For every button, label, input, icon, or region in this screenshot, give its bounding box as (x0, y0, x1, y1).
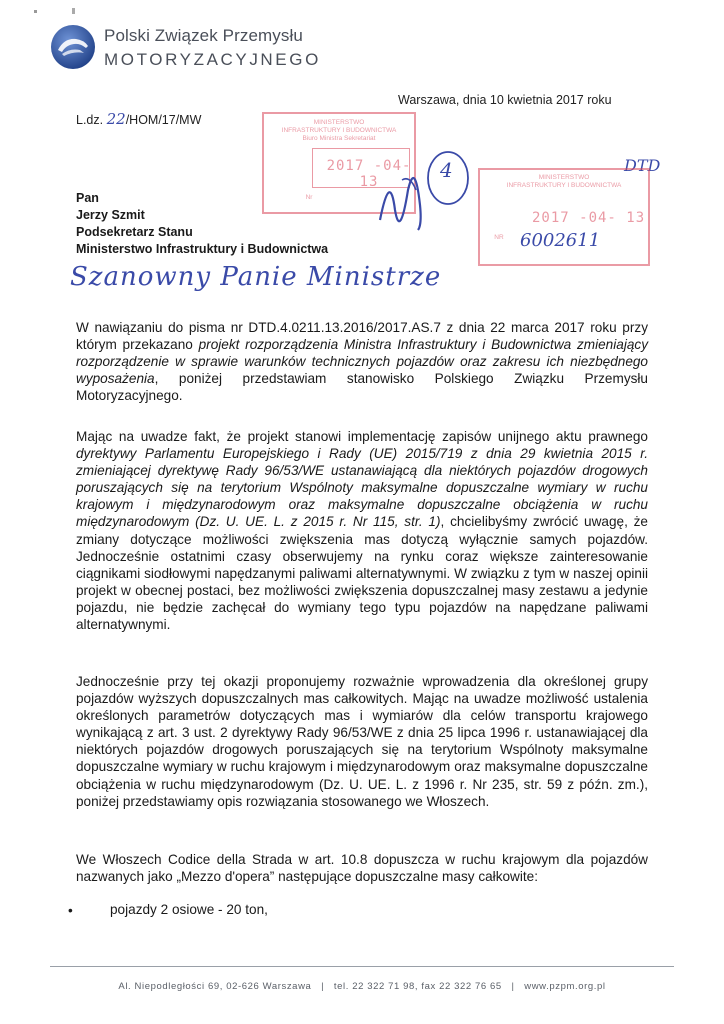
stamp-nr: NR (494, 234, 504, 241)
ref-prefix: L.dz. (76, 113, 104, 127)
paragraph-text: Jednocześnie przy tej okazji proponujemy rozważnie wprowadzenia dla określonej grupy pojazdów wyższych dopuszczalnych mas całkowitych. Mając na uwadze możliwość ustalenia określonych parametrów dotyczących mas i wymiarów dla celów transportu krajowego wynikającą z art. 3 ust. 2 dyrektywy Rady 96/53/WE z dnia 25 lipca 1996 r. ustanawiającej dla niektórych pojazdów drogowych poruszających się na terytorium Wspólnoty maksymalne dopuszczalne wymiary w ruchu krajowym i międzynarodowym oraz maksymalne dopuszczalne obciążenia w ruchu międzynarodowym (Dz. U. UE. L. z 1996 r. Nr 235, str. 59 z późn. zm.), poniżej przedstawiamy opis rozwiązania stosowanego we Włoszech. (76, 674, 648, 809)
paragraph-3 (76, 673, 648, 810)
bullet-symbol: • (68, 903, 73, 918)
addressee-title: Pan (76, 191, 99, 205)
addressee-name: Jerzy Szmit (76, 208, 145, 222)
stamp-text: MINISTERSTWO (538, 174, 590, 181)
paragraph-2 (76, 428, 648, 633)
handwritten-dtd: DTD (624, 156, 661, 175)
received-stamp-ministry (478, 168, 650, 266)
paragraph-text: We Włoszech Codice della Strada w art. 10.8 dopuszcza w ruchu krajowym dla pojazdów nazwanych jako „Mezzo d'opera” następujące dopuszczalne masy całkowite: (76, 852, 648, 885)
bullet-item: pojazdy 2 osiowe - 20 ton, (110, 902, 268, 917)
paragraph-text: , poniżej przedstawiam stanowisko Polskiego Związku Przemysłu Motoryzacyjnego. (76, 371, 648, 404)
reference-number (76, 110, 201, 128)
scan-speck (34, 10, 37, 13)
org-name-line1: Polski Związek Przemysłu (104, 26, 303, 45)
paragraph-italic-text: projekt rozporządzenia Ministra Infrastruktury i Budownictwa zmieniający rozporządzenie w sprawie warunków technicznych pojazdów oraz zakresu ich niezbędnego wyposażenia (76, 337, 648, 387)
stamp-date: 2017 -04- 13 (326, 158, 412, 190)
paragraph-text: Mając na uwadze fakt, że projekt stanowi implementację zapisów unijnego aktu prawnego (76, 429, 648, 444)
footer-divider (50, 966, 674, 967)
stamp-nr: Nr (305, 194, 313, 201)
paragraph-text: , chcielibyśmy zwrócić uwagę, że zmiany dotyczące możliwości zwiększenia mas dotyczą wyłącznie samych pojazdów. Jednocześnie ostatnimi czasy obserwujemy na rynku coraz większe zainteresowanie ciągnikami siodłowymi napędzanymi paliwami alternatywnymi. W związku z tym w naszej opinii projekt w obecnej postaci, bez możliwości zwiększenia dopuszczalnej masy zestawu a jedynie pojazdu, nie będzie zachęcał do wymiany tego typu pojazdów na napędzane paliwami alternatywnymi. (76, 514, 648, 633)
paragraph-1 (76, 319, 648, 404)
handwritten-register-number: 6002611 (520, 230, 601, 251)
ref-suffix: /HOM/17/MW (125, 113, 202, 127)
addressee-position: Podsekretarz Stanu (76, 225, 193, 239)
handwritten-salutation: Szanowny Panie Ministrze (70, 262, 442, 292)
paragraph-italic-text: dyrektywy Parlamentu Europejskiego i Rady (UE) 2015/719 z dnia 29 kwietnia 2015 r. zmieniającej dyrektywę Rady 96/53/WE ustanawiającą dla niektórych pojazdów drogowych poruszających się na terytorium Wspólnoty maksymalne dopuszczalne wymiary w ruchu krajowym i międzynarodowym oraz maksymalne dopuszczalne obciążenia w ruchu międzynarodowym (Dz. U. UE. L. z 2015 r. Nr 115, str. 1) (76, 446, 648, 530)
stamp-text: Biuro Ministra Sekretariat (302, 135, 376, 142)
stamp-text: INFRASTRUKTURY I BUDOWNICTWA (281, 127, 397, 134)
date-line: Warszawa, dnia 10 kwietnia 2017 roku (398, 93, 612, 107)
ref-handwritten-number: 22 (106, 110, 126, 128)
footer-contact: Al. Niepodległości 69, 02-626 Warszawa | tel. 22 322 71 98, fax 22 322 76 65 | www.pzpm.org.pl (118, 981, 606, 992)
handwritten-circle-number: 4 (440, 158, 453, 182)
stamp-text: MINISTERSTWO (313, 119, 365, 126)
stamp-date: 2017 -04- 13 (532, 210, 646, 226)
org-name-line2: MOTORYZACYJNEGO (104, 50, 321, 69)
scan-speck (72, 8, 75, 14)
paragraph-text: W nawiązaniu do pisma nr DTD.4.0211.13.2016/2017.AS.7 z dnia 22 marca 2017 roku przy którym przekazano (76, 320, 648, 353)
addressee-institution: Ministerstwo Infrastruktury i Budownictwa (76, 242, 329, 256)
stamp-text: INFRASTRUKTURY I BUDOWNICTWA (506, 182, 622, 189)
paragraph-4 (76, 851, 648, 885)
pzpm-logo-icon (50, 24, 96, 70)
